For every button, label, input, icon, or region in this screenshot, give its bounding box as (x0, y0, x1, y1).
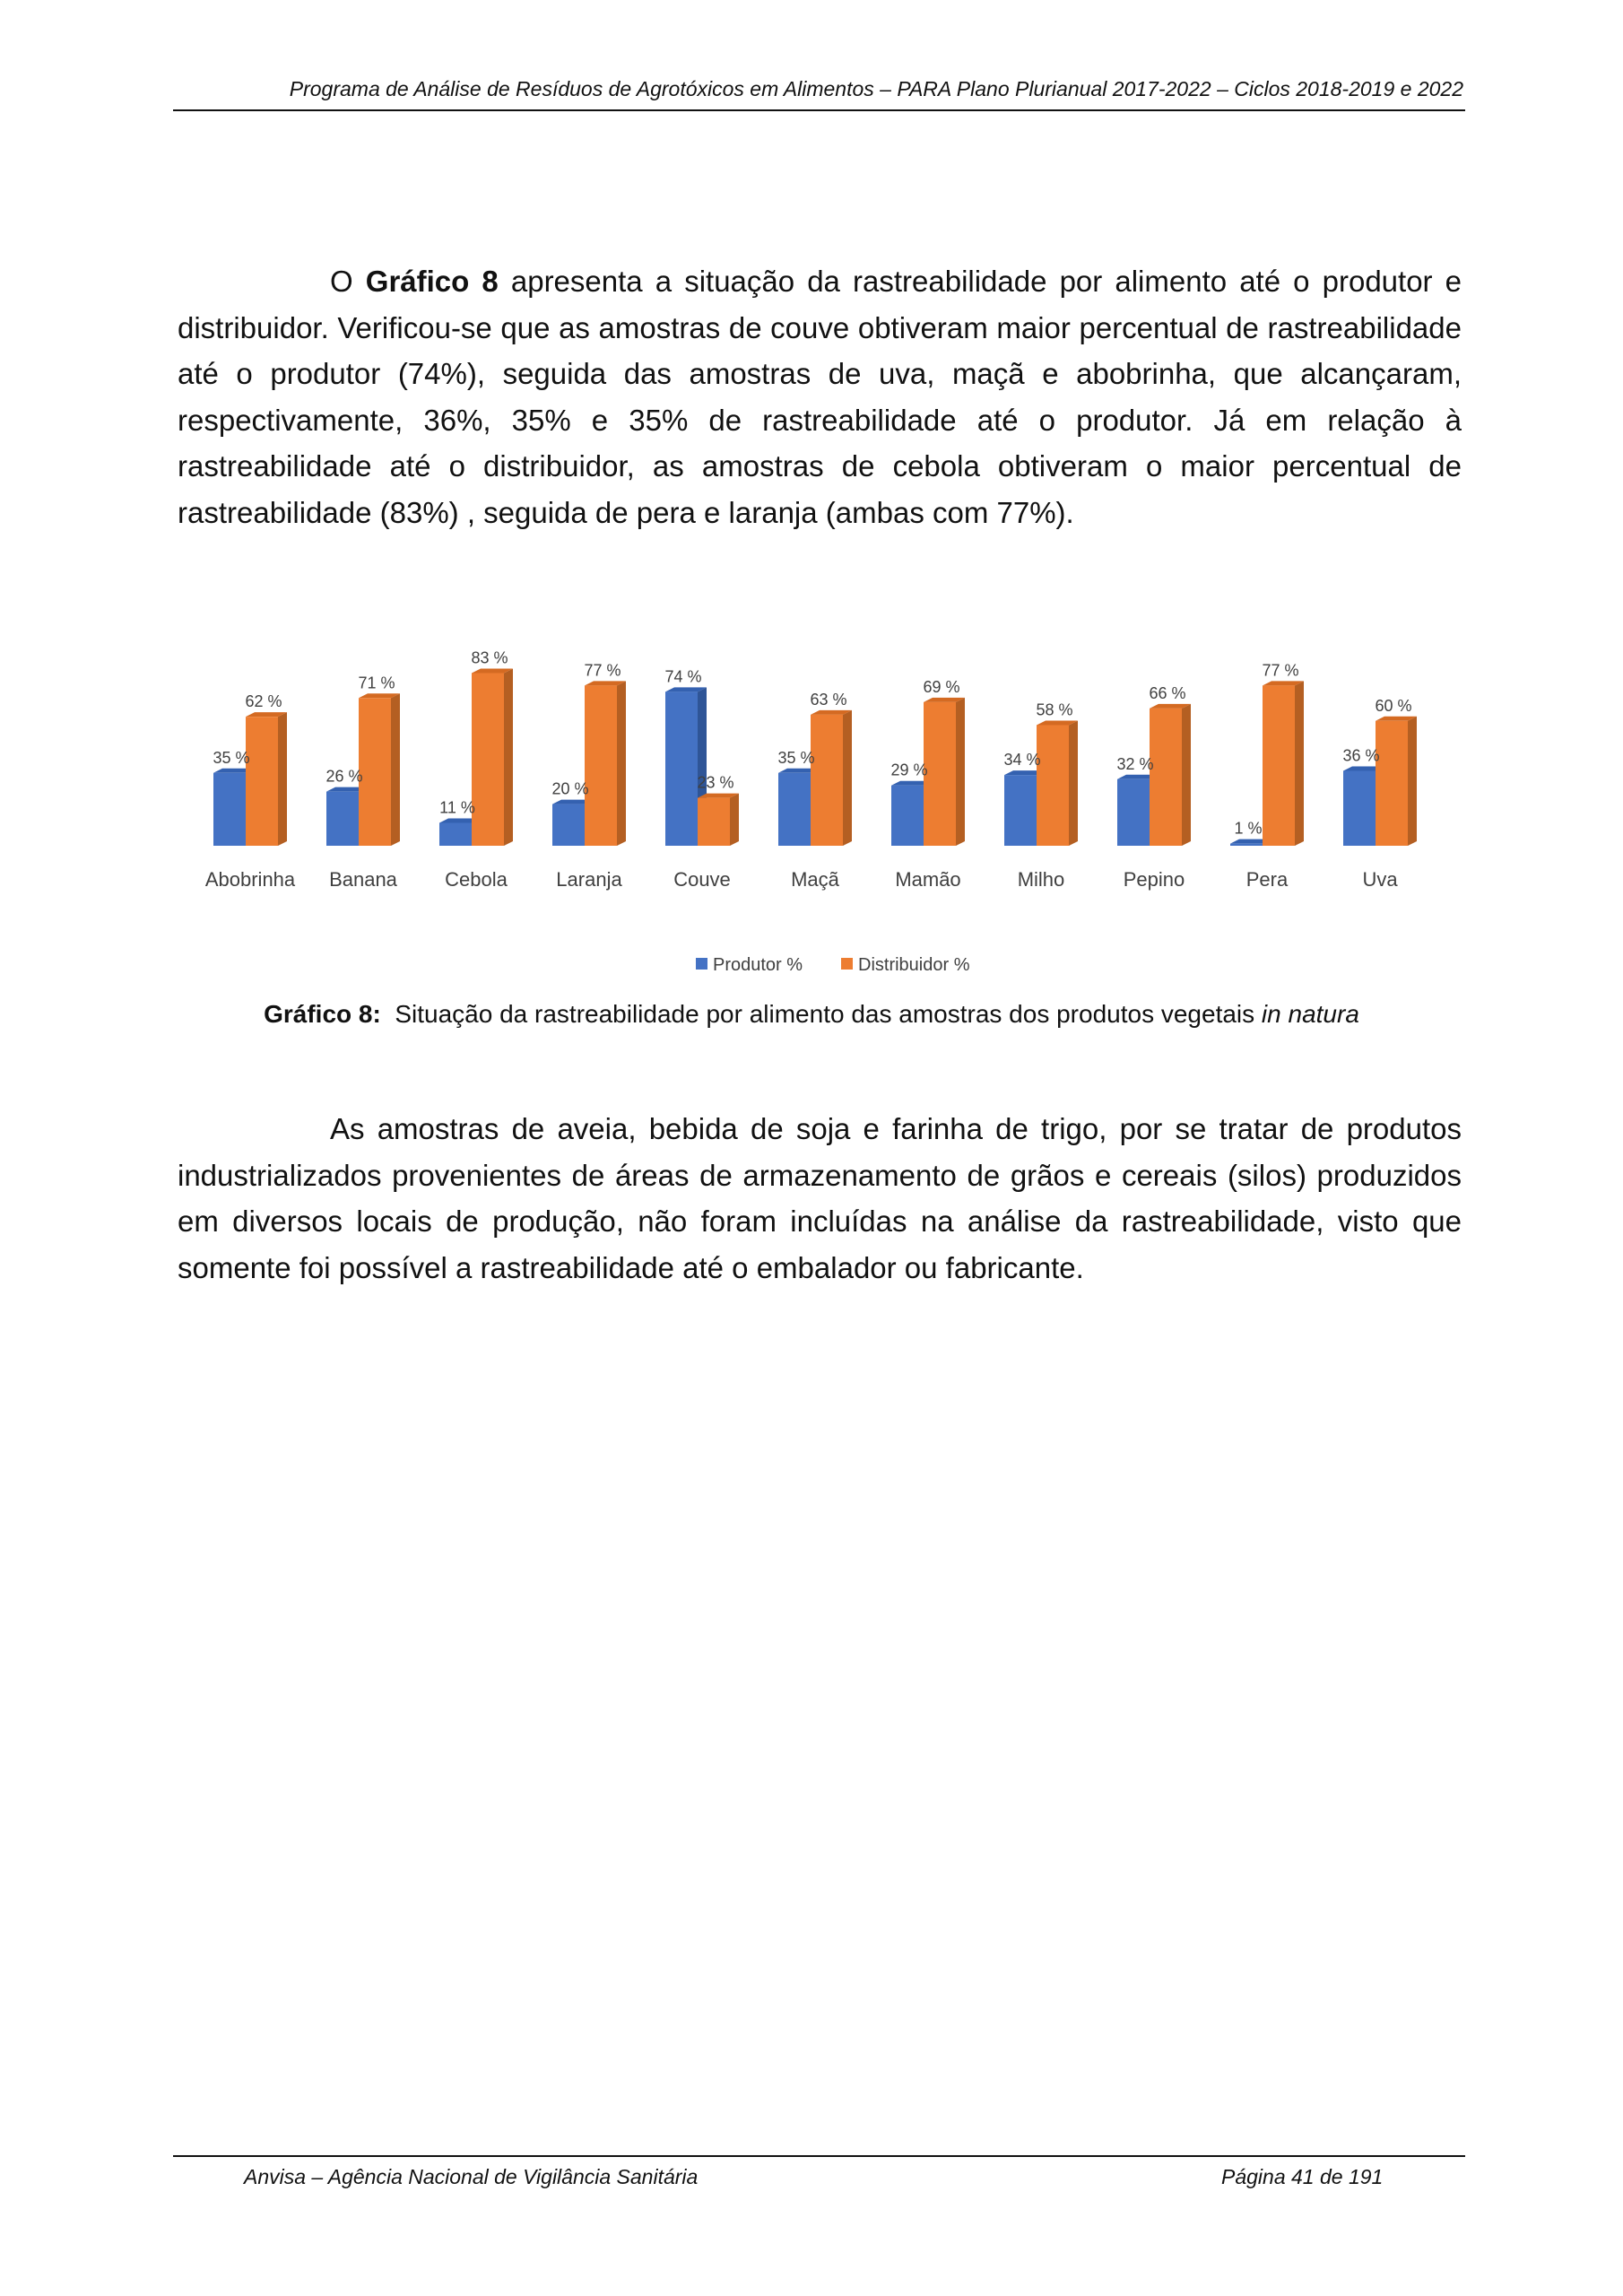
data-label-produtor: 20 % (551, 779, 589, 798)
bar-distribuidor (359, 698, 391, 846)
bar-produtor (213, 773, 246, 846)
data-label-distribuidor: 60 % (1375, 696, 1412, 715)
bar-side-distribuidor (1295, 681, 1304, 846)
bar-produtor (1117, 779, 1150, 846)
paragraph-processed-foods (178, 1106, 1462, 1291)
data-label-produtor: 32 % (1116, 754, 1154, 773)
category-label: Uva (1362, 868, 1398, 891)
bar-distribuidor (698, 798, 730, 846)
category-label: Laranja (556, 868, 622, 891)
caption-text: Situação da rastreabilidade por alimento das amostras dos produtos vegetais (380, 1000, 1262, 1028)
bar-produtor (1004, 775, 1037, 846)
bar-side-distribuidor (504, 668, 513, 846)
bar-produtor (439, 822, 472, 846)
bar-produtor (778, 773, 811, 846)
bar-distribuidor (246, 717, 278, 846)
bar-distribuidor (1376, 721, 1408, 846)
category-label: Abobrinha (204, 868, 296, 891)
bar-produtor (552, 804, 585, 846)
legend-swatch (841, 958, 853, 970)
data-label-produtor: 26 % (325, 767, 363, 786)
data-label-distribuidor: 23 % (697, 773, 734, 792)
category-label: Milho (1017, 868, 1065, 891)
bar-side-distribuidor (843, 710, 852, 846)
bar-side-distribuidor (617, 681, 626, 846)
header-rule (173, 109, 1465, 111)
category-label: Pepino (1123, 868, 1185, 891)
bar-produtor (665, 691, 698, 846)
footer-agency: Anvisa – Agência Nacional de Vigilância Sanitária (244, 2165, 699, 2188)
data-label-produtor: 29 % (890, 761, 928, 779)
category-label: Maçã (791, 868, 839, 891)
footer-page-number: Página 41 de 191 (1221, 2165, 1384, 2188)
paragraph-intro (178, 258, 1462, 535)
data-label-produtor: 35 % (777, 748, 815, 767)
caption-label: Gráfico 8: (264, 1000, 381, 1028)
footer-rule (173, 2155, 1465, 2157)
bar-side-distribuidor (278, 712, 287, 846)
legend-label: Distribuidor % (858, 955, 970, 975)
bar-side-distribuidor (956, 698, 965, 846)
category-label: Pera (1245, 868, 1289, 891)
paragraph-body: As amostras de aveia, bebida de soja e farinha de trigo, por se tratar de produtos industrializados provenientes de áreas de armazenamento de grãos e cereais (silos) produzidos em diversos locais de produção, não foram incluídas na análise da rastreabilidade, visto que somente foi possível a rastreabilidade até o embalador ou fabricante. (178, 1112, 1462, 1284)
bar-produtor (1343, 770, 1376, 846)
paragraph-prefix: O (330, 265, 366, 298)
category-label: Banana (329, 868, 397, 891)
data-label-distribuidor: 83 % (471, 648, 508, 667)
legend-label: Produtor % (713, 955, 803, 975)
data-label-distribuidor: 63 % (810, 690, 847, 709)
bar-side-distribuidor (391, 693, 400, 846)
data-label-distribuidor: 77 % (584, 661, 621, 680)
bar-distribuidor (585, 685, 617, 846)
traceability-bar-chart (178, 619, 1462, 996)
bar-distribuidor (1037, 725, 1069, 846)
caption-italic: in natura (1261, 1000, 1359, 1028)
category-label: Mamão (895, 868, 961, 891)
data-label-distribuidor: 62 % (245, 692, 282, 711)
data-label-produtor: 1 % (1234, 819, 1263, 838)
bar-distribuidor (1150, 709, 1182, 846)
data-label-produtor: 74 % (664, 667, 702, 686)
data-label-distribuidor: 69 % (923, 677, 960, 696)
data-label-produtor: 34 % (1003, 751, 1041, 770)
paragraph-body: apresenta a situação da rastreabilidade por alimento até o produtor e distribuidor. Verificou-se que as amostras de couve obtiveram maior percentual de rastreabilidade até o produtor (74%), seguida das amostras de uva, maçã e abobrinha, que alcançaram, respectivamente, 36%, 35% e 35% de rastreabilidade até o produtor. Já em relação à rastreabilidade até o distribuidor, as amostras de cebola obtiveram o maior percentual de rastreabilidade (83%) , seguida de pera e laranja (ambas com 77%). (178, 265, 1462, 529)
bar-produtor (891, 786, 924, 846)
figure-reference: Gráfico 8 (365, 265, 499, 298)
data-label-distribuidor: 66 % (1149, 683, 1186, 702)
data-label-distribuidor: 58 % (1036, 700, 1073, 719)
bar-side-distribuidor (1182, 704, 1191, 846)
bar-produtor (1230, 844, 1263, 846)
bar-distribuidor (472, 673, 504, 846)
bar-side-distribuidor (1408, 717, 1417, 846)
bar-distribuidor (924, 702, 956, 846)
bar-side-distribuidor (730, 794, 739, 846)
data-label-produtor: 11 % (439, 798, 475, 817)
figure-caption (0, 1000, 1623, 1029)
data-label-produtor: 36 % (1342, 746, 1380, 765)
data-label-distribuidor: 71 % (358, 674, 395, 692)
bar-produtor (326, 792, 359, 846)
running-header: Programa de Análise de Resíduos de Agrotóxicos em Alimentos – PARA Plano Plurianual 2017-2022 – Ciclos 2018-2019 e 2022 (289, 77, 1463, 100)
data-label-distribuidor: 77 % (1262, 661, 1299, 680)
bar-side-distribuidor (1069, 720, 1078, 846)
data-label-produtor: 35 % (213, 748, 250, 767)
bar-distribuidor (811, 715, 843, 846)
bar-distribuidor (1263, 685, 1295, 846)
category-label: Couve (673, 868, 731, 891)
category-label: Cebola (445, 868, 508, 891)
legend-swatch (696, 958, 707, 970)
